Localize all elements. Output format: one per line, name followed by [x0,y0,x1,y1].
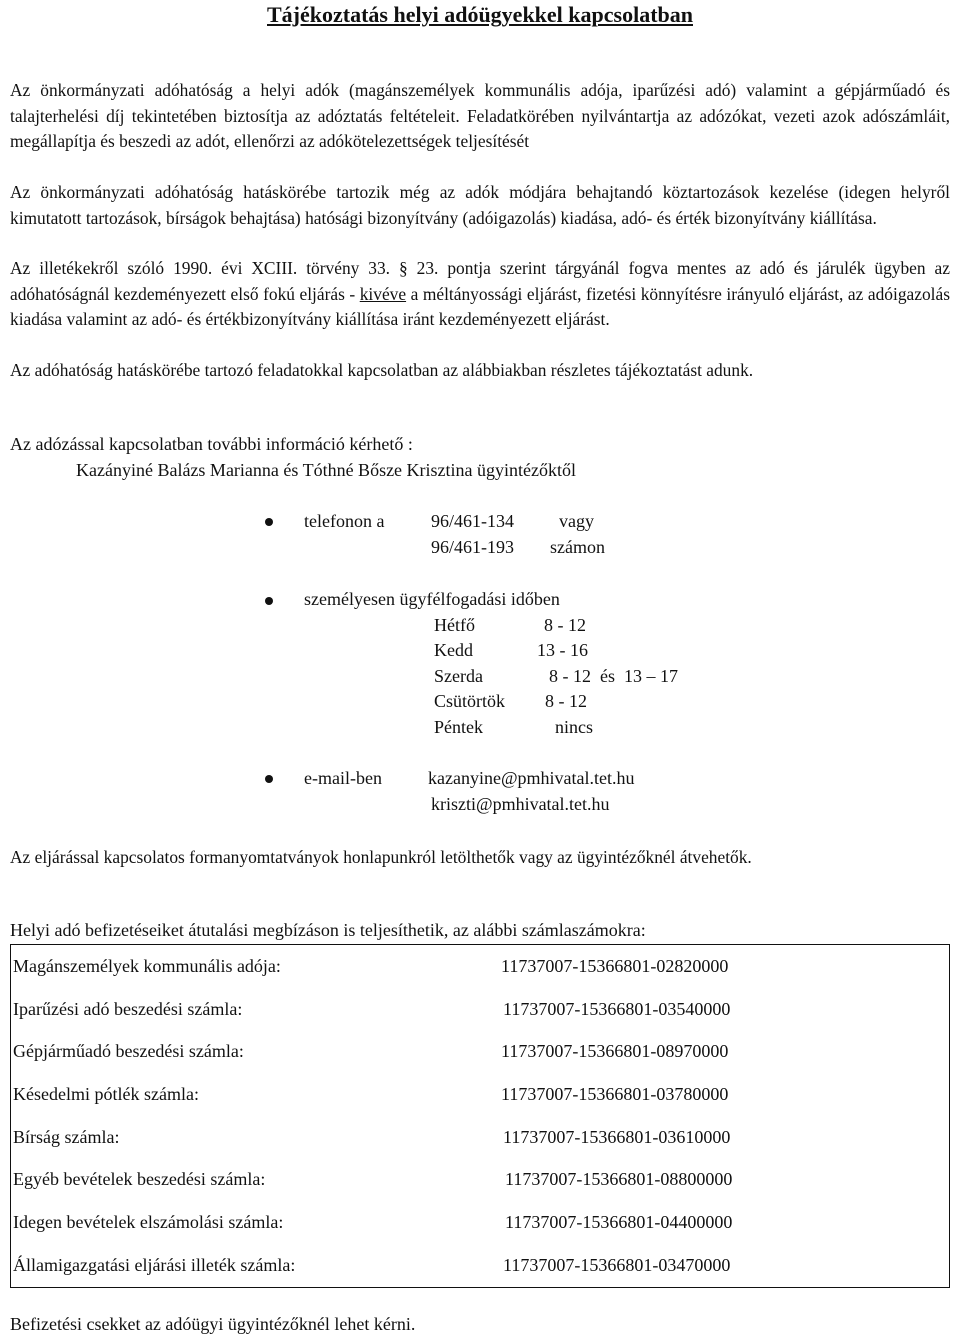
contact-officers: Kazányiné Balázs Marianna és Tóthné Bősze Krisztina ügyintézőktől [76,460,577,480]
table-row [11,1201,950,1244]
intro-paragraph-3 [10,256,950,333]
email-label: e-mail-ben [304,768,382,788]
account-name: Késedelmi pótlék számla: [13,1083,199,1104]
hours-time: 8 - 12 és 13 – 17 [549,666,678,686]
account-number: 11737007-15366801-08970000 [501,1041,729,1062]
table-row [11,1244,950,1287]
accounts-table [10,944,950,1288]
table-row [11,1073,950,1116]
email-link-1[interactable]: kazanyine@pmhivatal.tet.hu [428,768,635,788]
footer-note: Befizetési csekket az adóügyi ügyintézőknél lehet kérni. [10,1314,416,1334]
hours-time: nincs [555,717,593,737]
p3-text-a: Az illetékekről szóló 1990. évi XCIII. törvény 33. § 23. pontja szerint tárgyánál fogva mentes az adó és járulék ügyben az adóhatóságnál kezdeményezett első fokú eljárás - [10,258,950,304]
account-name: Államigazgatási eljárási illeték számla: [13,1254,296,1275]
account-name: Egyéb bevételek beszedési számla: [13,1169,266,1190]
payment-intro: Helyi adó befizetéseiket átutalási megbízáson is teljesíthetik, az alábbi számlaszámokra: [10,920,646,940]
table-row [11,1030,950,1073]
hours-time: 8 - 12 [544,615,586,635]
phone-number-1: 96/461-134 [431,511,514,531]
table-row [11,945,950,988]
table-row [11,1116,950,1159]
forms-note: Az eljárással kapcsolatos formanyomtatványok honlapunkról letölthetők vagy az ügyintézőknél átvehetők. [10,847,752,867]
hours-day: Péntek [434,717,483,737]
account-number: 11737007-15366801-03470000 [503,1254,731,1275]
email-link-2[interactable]: kriszti@pmhivatal.tet.hu [431,794,610,814]
account-name: Gépjárműadó beszedési számla: [13,1041,244,1062]
p3-kiveve: kivéve [359,283,407,304]
bullet-icon [265,597,273,605]
bullet-icon [265,518,273,526]
account-number: 11737007-15366801-03540000 [503,998,731,1019]
account-number: 11737007-15366801-08800000 [505,1169,733,1190]
inperson-label: személyesen ügyfélfogadási időben [304,589,560,609]
intro-paragraph-2: Az önkormányzati adóhatóság hatáskörébe tartozik még az adók módjára behajtandó köztartozások kezelése (idegen helyről kimutatott tartozások, bírságok behajtása) hatósági bizonyítvány (adóigazolás) kiadása, adó- és érték bizonyítvány kiállítása. [10,182,950,228]
account-number: 11737007-15366801-02820000 [501,955,729,976]
hours-day: Csütörtök [434,691,506,711]
account-number: 11737007-15366801-03780000 [501,1083,729,1104]
phone-label: telefonon a [304,511,385,531]
phone-number-2: 96/461-193 [431,537,514,557]
account-name: Magánszemélyek kommunális adója: [13,955,281,976]
hours-time: 13 - 16 [537,640,588,660]
phone-or: vagy [559,511,594,531]
contact-intro: Az adózással kapcsolatban további információ kérhető : [10,434,413,454]
account-name: Bírság számla: [13,1126,120,1147]
account-number: 11737007-15366801-03610000 [503,1126,731,1147]
page-title: Tájékoztatás helyi adóügyekkel kapcsolatban [267,2,693,27]
intro-paragraph-4: Az adóhatóság hatáskörébe tartozó feladatokkal kapcsolatban az alábbiakban részletes tájékoztatást adunk. [10,360,754,380]
hours-day: Szerda [434,666,483,686]
account-number: 11737007-15366801-04400000 [505,1211,733,1232]
table-row [11,988,950,1031]
p3-text-b: a méltányossági eljárást, fizetési könnyítésre irányuló eljárást, az adóigazolás kiadása valamint az adó- és értékbizonyítvány kiállítása iránt kezdeményezett eljárást. [10,283,950,330]
bullet-icon [265,775,273,783]
phone-suffix: számon [550,537,605,557]
table-row [11,1158,950,1201]
account-name: Idegen bevételek elszámolási számla: [13,1211,284,1232]
hours-day: Hétfő [434,615,475,635]
hours-time: 8 - 12 [545,691,587,711]
account-name: Iparűzési adó beszedési számla: [13,998,243,1019]
hours-day: Kedd [434,640,473,660]
intro-paragraph-1: Az önkormányzati adóhatóság a helyi adók (magánszemélyek kommunális adója, iparűzési adó) valamint a gépjárműadó és talajterhelési díj tekintetében biztosítja az adóztatás feltételeit. Feladatkörében nyilvántartja az adózókat, vezeti azok adószámláit, megállapítja és beszedi az adót, ellenőrzi az adókötelezettségek teljesítését [10,80,950,152]
